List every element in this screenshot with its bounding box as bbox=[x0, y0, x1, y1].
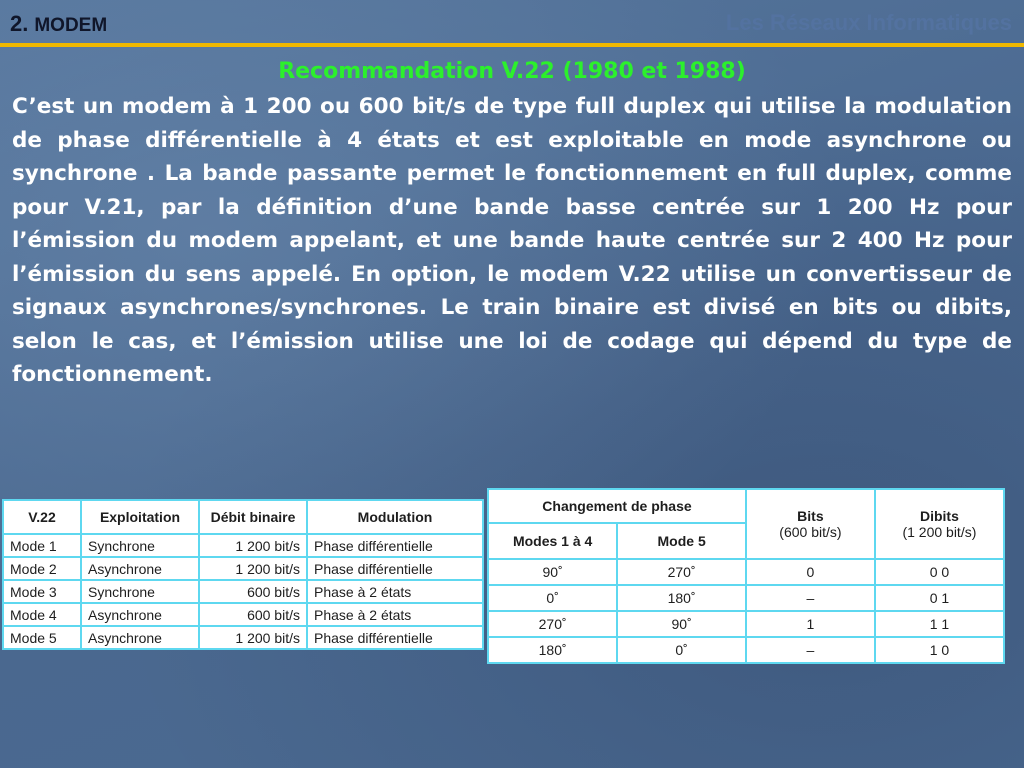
column-header: Exploitation bbox=[81, 500, 199, 534]
table-cell: 1 1 bbox=[875, 611, 1004, 637]
table-cell: 1 200 bit/s bbox=[199, 534, 307, 557]
table-row bbox=[3, 557, 483, 580]
table-cell: Mode 5 bbox=[3, 626, 81, 649]
table-row bbox=[488, 585, 1004, 611]
column-header bbox=[875, 489, 1004, 559]
table-cell: Mode 1 bbox=[3, 534, 81, 557]
table-cell: 1 200 bit/s bbox=[199, 626, 307, 649]
table-cell: Mode 2 bbox=[3, 557, 81, 580]
table-cell: 600 bit/s bbox=[199, 603, 307, 626]
column-header: Modulation bbox=[307, 500, 483, 534]
column-header: Débit binaire bbox=[199, 500, 307, 534]
table-cell: Mode 3 bbox=[3, 580, 81, 603]
table-cell: 0 0 bbox=[875, 559, 1004, 585]
slide-header bbox=[0, 0, 1024, 44]
table-row bbox=[3, 534, 483, 557]
table-cell: 0˚ bbox=[488, 585, 617, 611]
table-cell: 600 bit/s bbox=[199, 580, 307, 603]
section-title bbox=[10, 12, 107, 38]
table-header-row bbox=[488, 489, 1004, 523]
table-row bbox=[488, 637, 1004, 663]
section-number: 2. bbox=[10, 11, 29, 36]
v22-modes-table bbox=[2, 499, 484, 650]
table-header-row bbox=[3, 500, 483, 534]
table-cell: Synchrone bbox=[81, 534, 199, 557]
table-cell: 1 bbox=[746, 611, 875, 637]
table-cell: 90˚ bbox=[617, 611, 746, 637]
table-cell: 180˚ bbox=[617, 585, 746, 611]
table-cell: Asynchrone bbox=[81, 626, 199, 649]
body-paragraph: C’est un modem à 1 200 ou 600 bit/s de type full duplex qui utilise la modulation de phase différentielle à 4 états et est exploitable en mode asynchrone ou synchrone . La bande passante permet le fonctionnement en full duplex, comme pour V.21, par la définition d’une bande basse centrée sur 1 200 Hz pour l’émission du modem appelant, et une bande haute centrée sur 2 400 Hz pour l’émission du sens appelé. En option, le modem V.22 utilise un convertisseur de signaux asynchrones/synchrones. Le train binaire est divisé en bits ou dibits, selon le cas, et l’émission utilise une loi de codage qui dépend du type de fonctionnement. bbox=[12, 94, 1012, 387]
bits-header-sub: (600 bit/s) bbox=[779, 524, 842, 540]
table-cell: Phase à 2 états bbox=[307, 580, 483, 603]
table-row bbox=[3, 603, 483, 626]
table-cell: 0 1 bbox=[875, 585, 1004, 611]
slide-subtitle: Recommandation V.22 (1980 et 1988) bbox=[278, 59, 746, 84]
course-title: Les Réseaux Informatiques bbox=[725, 10, 1012, 35]
table-cell: 0˚ bbox=[617, 637, 746, 663]
column-header: Modes 1 à 4 bbox=[488, 523, 617, 559]
table-cell: Phase à 2 états bbox=[307, 603, 483, 626]
table-cell: Asynchrone bbox=[81, 557, 199, 580]
table-cell: Phase différentielle bbox=[307, 626, 483, 649]
table-cell: Phase différentielle bbox=[307, 557, 483, 580]
table-cell: Asynchrone bbox=[81, 603, 199, 626]
table-row bbox=[488, 611, 1004, 637]
table-row bbox=[488, 559, 1004, 585]
column-header: Changement de phase bbox=[488, 489, 746, 523]
table-row bbox=[3, 626, 483, 649]
table-cell: Mode 4 bbox=[3, 603, 81, 626]
column-header: Mode 5 bbox=[617, 523, 746, 559]
column-header: V.22 bbox=[3, 500, 81, 534]
column-header bbox=[746, 489, 875, 559]
table-cell: – bbox=[746, 585, 875, 611]
table-cell: 1 200 bit/s bbox=[199, 557, 307, 580]
table-cell: 90˚ bbox=[488, 559, 617, 585]
table-cell: 1 0 bbox=[875, 637, 1004, 663]
table-cell: Phase différentielle bbox=[307, 534, 483, 557]
section-name: MODEM bbox=[34, 15, 108, 36]
table-row bbox=[3, 580, 483, 603]
header-divider bbox=[0, 43, 1024, 47]
table-cell: Synchrone bbox=[81, 580, 199, 603]
table-cell: 270˚ bbox=[488, 611, 617, 637]
phase-change-table bbox=[487, 488, 1005, 664]
table-cell: 0 bbox=[746, 559, 875, 585]
bits-header-label: Bits bbox=[797, 508, 824, 524]
table-cell: 270˚ bbox=[617, 559, 746, 585]
table-cell: – bbox=[746, 637, 875, 663]
table-cell: 180˚ bbox=[488, 637, 617, 663]
dibits-header-label: Dibits bbox=[919, 508, 959, 524]
dibits-header-sub: (1 200 bit/s) bbox=[902, 524, 977, 540]
